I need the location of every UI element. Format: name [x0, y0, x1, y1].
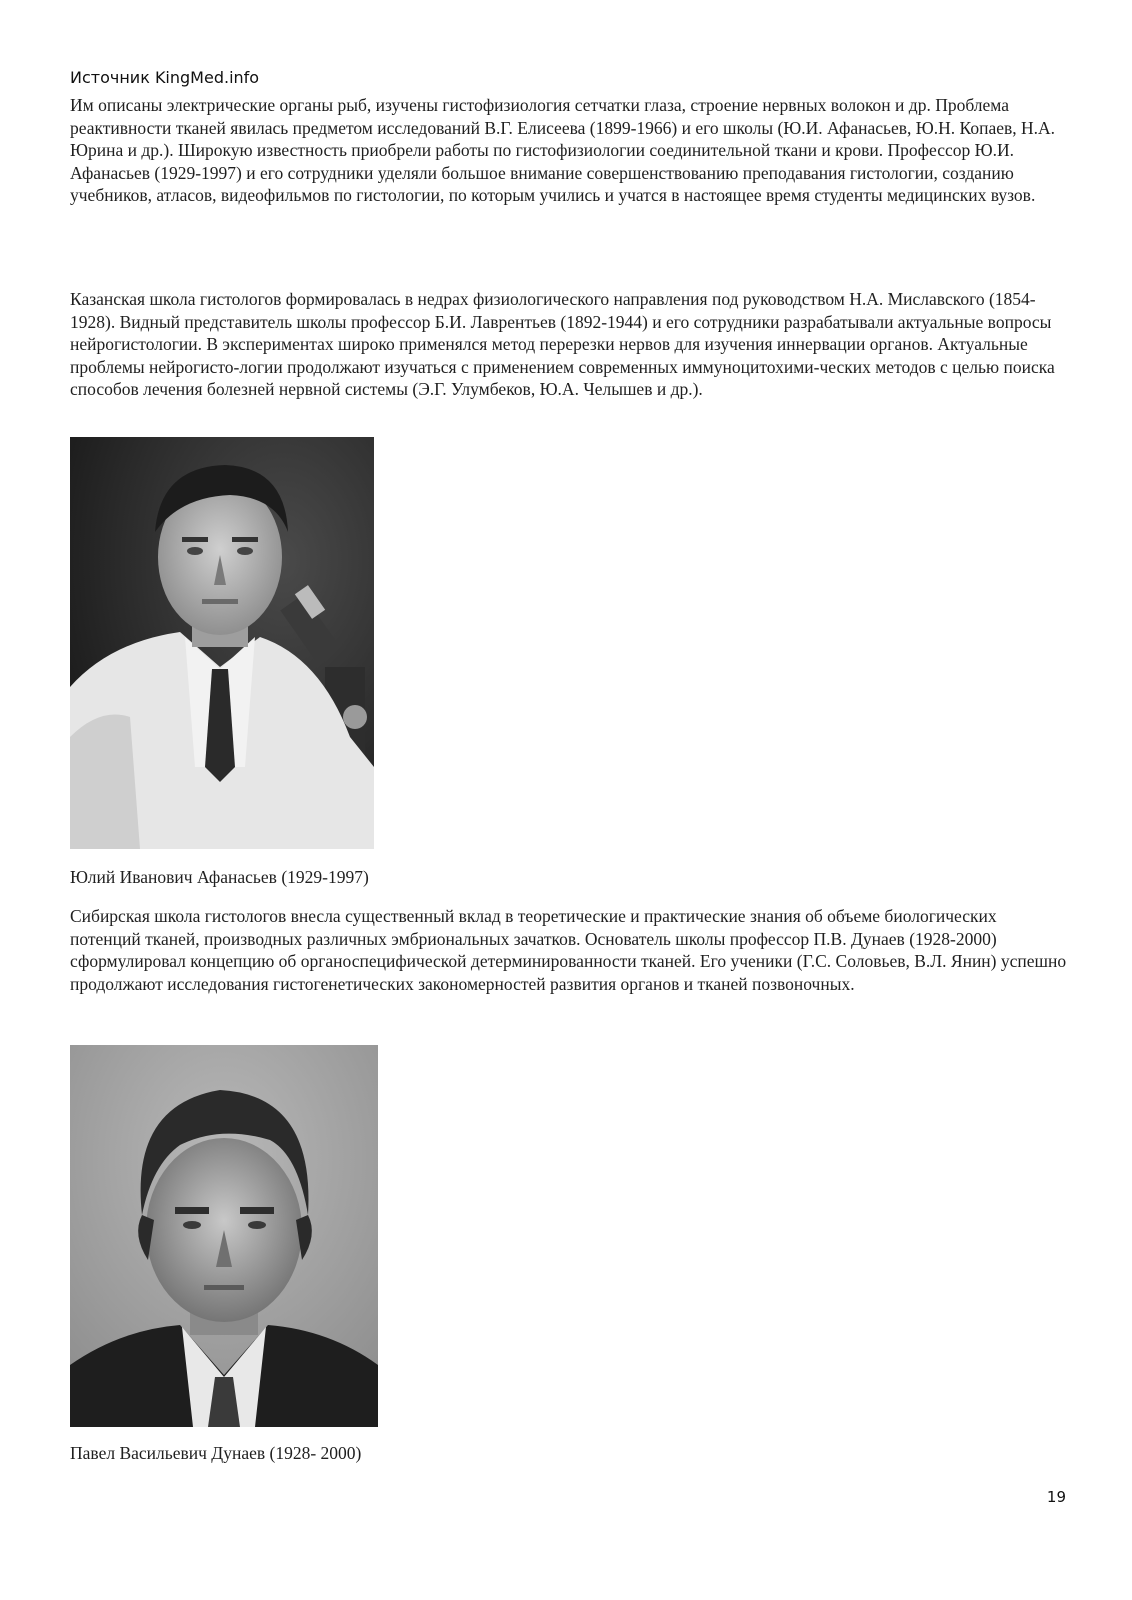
figure-caption-2: Павел Васильевич Дунаев (1928- 2000)	[70, 1443, 362, 1463]
paragraph-1: Им описаны электрические органы рыб, изучены гистофизиология сетчатки глаза, строение нервных волокон и др. Проблема реактивности тканей явилась предметом исследований В.Г. Елисеева (1899-1966) и его школы (Ю.И. Афанасьев, Ю.Н. Копаев, Н.А. Юрина и др.). Широкую известность приобрели работы по гистофизиологии соединительной ткани и крови. Профессор Ю.И. Афанасьев (1929-1997) и его сотрудники уделяли большое внимание совершенствованию преподавания гистологии, созданию учебников, атласов, видеофильмов по гистологии, по которым учились и учатся в настоящее время студенты медицинских вузов.	[70, 95, 1056, 205]
portrait-photo-afanasiev	[70, 437, 374, 849]
source-header: Источник KingMed.info	[70, 68, 260, 87]
paragraph-2: Казанская школа гистологов формировалась в недрах физиологического направления под руководством Н.А. Миславского (1854-1928). Видный представитель школы профессор Б.И. Лаврентьев (1892-1944) и его сотрудники разрабатывали актуальные вопросы нейрогистологии. В экспериментах широко применялся метод перерезки нервов для изучения иннервации органов. Актуальные проблемы нейрогисто-логии продолжают изучаться с применением современных иммуноцитохими-ческих методов с целью поиска способов лечения болезней нервной системы (Э.Г. Улумбеков, Ю.А. Челышев и др.).	[70, 289, 1055, 399]
figure-caption-1: Юлий Иванович Афанасьев (1929-1997)	[70, 867, 369, 887]
page-number: 19	[1046, 1488, 1066, 1506]
paragraph-3: Сибирская школа гистологов внесла существенный вклад в теоретические и практические знания об объеме биологических потенций тканей, производных различных эмбриональных зачатков. Основатель школы профессор П.В. Дунаев (1928-2000) сформулировал концепцию об органоспецифической детерминированности тканей. Его ученики (Г.С. Соловьев, В.Л. Янин) успешно продолжают исследования гистогенетических закономерностей развития органов и тканей позвоночных.	[70, 906, 1067, 994]
portrait-photo-dunaev	[70, 1045, 378, 1427]
